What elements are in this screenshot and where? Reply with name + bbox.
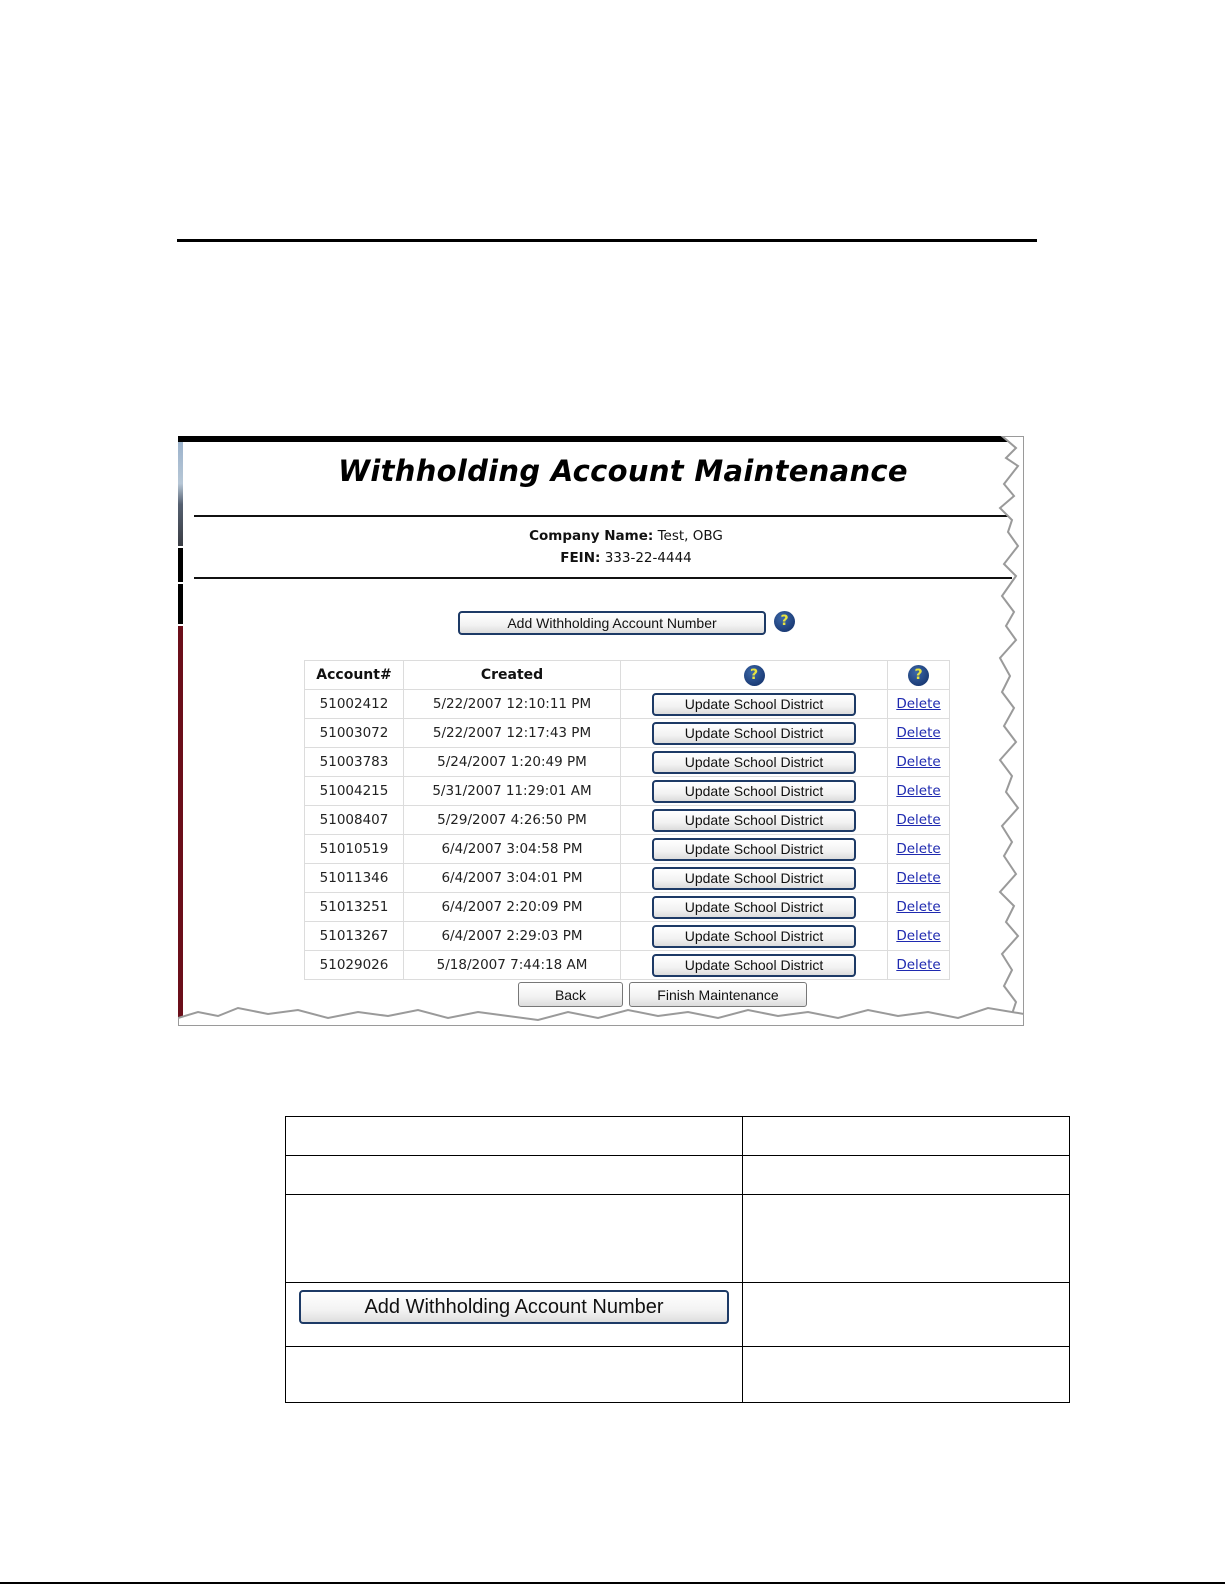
divider [194,577,1012,579]
back-button[interactable]: Back [518,982,623,1007]
delete-cell [888,893,950,922]
update-school-district-button[interactable]: Update School District [652,867,856,890]
created-date: 6/4/2007 3:04:58 PM [404,835,621,864]
delete-cell [888,951,950,980]
table-row [305,893,950,922]
sidebar-block [178,584,183,624]
torn-edge-right [988,436,1024,1026]
delete-cell [888,777,950,806]
account-number: 51010519 [305,835,404,864]
page-footer-rule [0,1582,1225,1584]
delete-link[interactable]: Delete [896,841,941,857]
table-cell [743,1117,1070,1156]
created-date: 6/4/2007 2:20:09 PM [404,893,621,922]
fein-label: FEIN: [560,550,601,566]
created-date: 5/31/2007 11:29:01 AM [404,777,621,806]
delete-cell [888,719,950,748]
table-cell [286,1195,743,1283]
accounts-table [304,660,950,980]
created-date: 5/29/2007 4:26:50 PM [404,806,621,835]
table-cell [286,1117,743,1156]
created-date: 5/18/2007 7:44:18 AM [404,951,621,980]
created-date: 5/24/2007 1:20:49 PM [404,748,621,777]
table-cell [743,1283,1070,1347]
table-row [305,951,950,980]
delete-cell [888,748,950,777]
company-name-value: Test, OBG [657,528,723,544]
table-row [305,719,950,748]
created-date: 6/4/2007 3:04:01 PM [404,864,621,893]
update-cell [621,951,888,980]
page-title: Withholding Account Maintenance [338,454,908,488]
update-cell [621,719,888,748]
account-number: 51002412 [305,690,404,719]
delete-link[interactable]: Delete [896,928,941,944]
table-row [305,748,950,777]
update-school-district-button[interactable]: Update School District [652,925,856,948]
delete-link[interactable]: Delete [896,899,941,915]
table-cell [286,1283,743,1347]
account-number: 51003072 [305,719,404,748]
screenshot-top-bar [178,436,1021,442]
instructions-table [285,1116,1070,1403]
company-name-label: Company Name: [529,528,654,544]
delete-link[interactable]: Delete [896,725,941,741]
column-header-update [621,661,888,690]
table-row [286,1195,1070,1283]
account-number: 51004215 [305,777,404,806]
column-header-created: Created [404,661,621,690]
delete-link[interactable]: Delete [896,783,941,799]
add-withholding-account-button-image[interactable]: Add Withholding Account Number [299,1290,729,1324]
help-icon[interactable]: ? [774,611,795,632]
update-school-district-button[interactable]: Update School District [652,693,856,716]
table-cell [286,1347,743,1403]
finish-maintenance-button[interactable]: Finish Maintenance [629,982,807,1007]
update-cell [621,864,888,893]
update-cell [621,690,888,719]
screenshot-withholding-account-maintenance [178,436,1024,1026]
delete-cell [888,864,950,893]
table-cell [743,1195,1070,1283]
table-row [286,1117,1070,1156]
account-number: 51003783 [305,748,404,777]
delete-link[interactable]: Delete [896,696,941,712]
table-row [305,690,950,719]
account-number: 51008407 [305,806,404,835]
created-date: 6/4/2007 2:29:03 PM [404,922,621,951]
update-school-district-button[interactable]: Update School District [652,722,856,745]
table-row [305,922,950,951]
fein [178,550,1024,566]
update-cell [621,835,888,864]
help-icon[interactable]: ? [744,665,765,686]
company-name [178,528,1024,544]
table-header-row [305,661,950,690]
delete-link[interactable]: Delete [896,870,941,886]
delete-link[interactable]: Delete [896,812,941,828]
column-header-account: Account# [305,661,404,690]
account-number: 51013267 [305,922,404,951]
update-cell [621,777,888,806]
update-school-district-button[interactable]: Update School District [652,896,856,919]
update-school-district-button[interactable]: Update School District [652,838,856,861]
table-row [305,864,950,893]
account-number: 51029026 [305,951,404,980]
update-school-district-button[interactable]: Update School District [652,809,856,832]
update-cell [621,893,888,922]
table-row [286,1156,1070,1195]
table-row [286,1283,1070,1347]
delete-cell [888,806,950,835]
update-cell [621,806,888,835]
table-row [305,835,950,864]
fein-value: 333-22-4444 [604,550,692,566]
update-school-district-button[interactable]: Update School District [652,954,856,977]
delete-link[interactable]: Delete [896,754,941,770]
table-row [286,1347,1070,1403]
page-header-rule [177,239,1037,242]
add-withholding-account-button[interactable]: Add Withholding Account Number [458,611,766,635]
account-number: 51011346 [305,864,404,893]
sidebar-maroon-bar [178,626,183,1026]
table-row [305,806,950,835]
update-school-district-button[interactable]: Update School District [652,780,856,803]
account-number: 51013251 [305,893,404,922]
divider [194,515,1012,517]
delete-cell [888,690,950,719]
help-icon[interactable]: ? [908,665,929,686]
table-cell [286,1156,743,1195]
column-header-delete [888,661,950,690]
update-cell [621,748,888,777]
delete-cell [888,922,950,951]
delete-link[interactable]: Delete [896,957,941,973]
created-date: 5/22/2007 12:17:43 PM [404,719,621,748]
delete-cell [888,835,950,864]
table-cell [743,1156,1070,1195]
torn-edge-bottom [178,996,1024,1026]
created-date: 5/22/2007 12:10:11 PM [404,690,621,719]
table-row [305,777,950,806]
update-cell [621,922,888,951]
update-school-district-button[interactable]: Update School District [652,751,856,774]
table-cell [743,1347,1070,1403]
